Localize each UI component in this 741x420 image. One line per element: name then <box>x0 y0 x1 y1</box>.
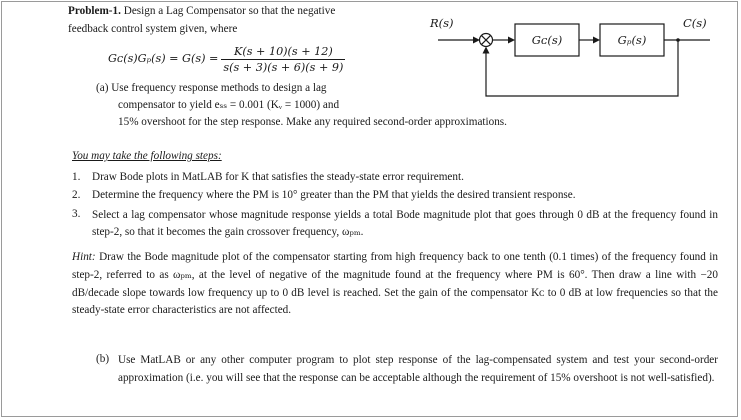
step-3-number: 3. <box>72 208 81 220</box>
problem-label: Problem-1. <box>68 5 121 17</box>
feedback-arrowhead <box>483 47 490 54</box>
equation-numerator: K(s + 10)(s + 12) <box>221 44 345 60</box>
input-label: R(s) <box>430 16 454 30</box>
transfer-function-equation <box>108 40 345 78</box>
gc-arrowhead <box>508 37 515 44</box>
hint-text: Draw the Bode magnitude plot of the compensator starting from high frequency back to one tenth (0.1 times) of the frequency found in step-2, referred to as ωₚₘ, at the level of negative of the magnitude found at the frequency where PM is 60°. Then draw a line with −20 dB/decade slope towards low frequency up to 0 dB level is reached. Set the gain of the compensator Kᴄ to 0 dB at low frequencies so that the steady-state error characteristics are not affected. <box>72 251 718 317</box>
step-1-number: 1. <box>72 171 81 183</box>
problem-intro-line1 <box>68 4 335 19</box>
hint-label: Hint: <box>72 251 96 263</box>
steps-heading: You may take the following steps: <box>72 150 222 162</box>
part-a-line2: compensator to yield eₛₛ = 0.001 (Kᵥ = 1000) and <box>118 99 340 111</box>
equation-lhs: Gᴄ(s)Gₚ(s) = G(s) = <box>108 51 219 65</box>
step-3-text: Select a lag compensator whose magnitude response yields a total Bode magnitude plot that goes through 0 dB at the frequency found in step-2, so that it becomes the gain crossover frequency, ωₚₘ. <box>92 209 718 238</box>
part-b-text: Use MatLAB or any other computer program to plot step response of the lag-compensated system and test your second-order approximation (i.e. you will see that the response can be acceptable although the requirement of 15% overshoot is not well-satisfied). <box>118 354 718 384</box>
output-label: C(s) <box>683 16 707 30</box>
part-a-line1: (a) Use frequency response methods to design a lag <box>96 82 327 94</box>
gp-arrowhead <box>593 37 600 44</box>
summing-junction <box>480 34 493 47</box>
problem-intro-text: Design a Lag Compensator so that the negative <box>123 5 336 17</box>
equation-fraction <box>221 44 345 75</box>
hint-paragraph <box>72 249 718 320</box>
problem-intro-line2: feedback control system given, where <box>68 23 238 35</box>
block-diagram <box>420 8 720 100</box>
gc-block-label: Gᴄ(s) <box>531 33 563 47</box>
equation-denominator: s(s + 3)(s + 6)(s + 9) <box>223 60 344 74</box>
part-b-label: (b) <box>96 353 110 365</box>
step-2-number: 2. <box>72 189 81 201</box>
step-2-text: Determine the frequency where the PM is 10° greater than the PM that yields the desired transient response. <box>92 189 576 201</box>
step-1-text: Draw Bode plots in MatLAB for K that satisfies the steady-state error requirement. <box>92 171 464 183</box>
gp-block-label: Gₚ(s) <box>617 33 647 47</box>
part-a-line3: 15% overshoot for the step response. Make any required second-order approximations. <box>118 116 507 128</box>
